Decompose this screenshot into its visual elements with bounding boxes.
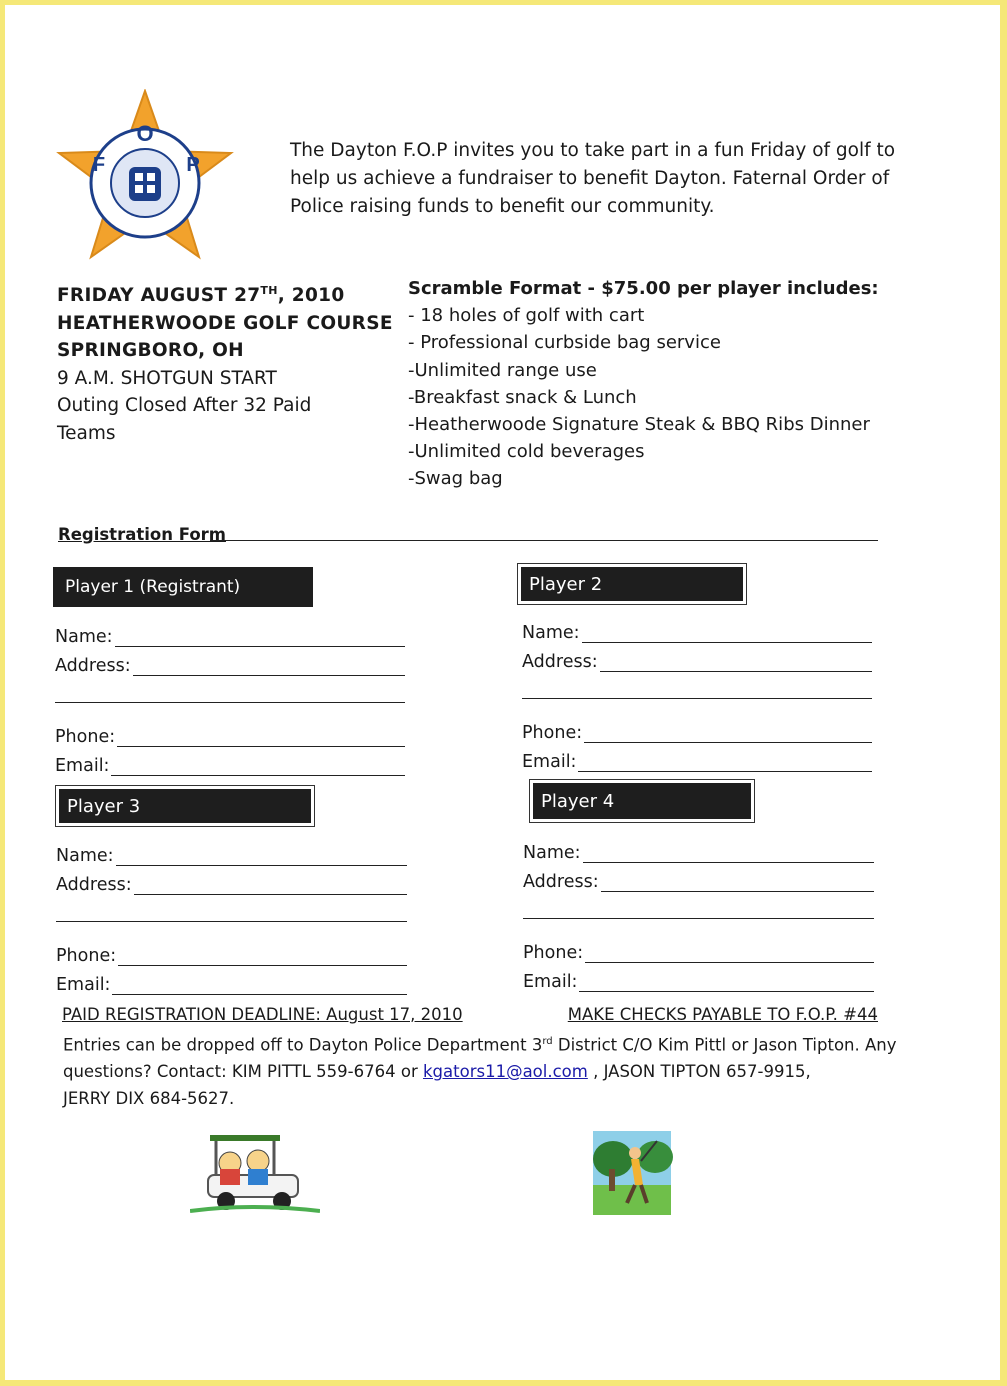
footer-line-3: JERRY DIX 684-5627. (63, 1088, 235, 1108)
registration-rule (210, 540, 878, 541)
intro-line: Police raising funds to benefit our community. (290, 196, 715, 217)
player-2-address-field[interactable]: Address: (522, 652, 872, 672)
includes-item: -Heatherwoode Signature Steak & BBQ Ribs Dinner (408, 414, 870, 436)
player-2-name-field[interactable]: Name: (522, 623, 872, 643)
player-3-header (55, 785, 315, 827)
player-3-label: Player 3 (59, 789, 311, 823)
footer-line-1: Entries can be dropped off to Dayton Police Department 3rd District C/O Kim Pittl or Jason Tipton. Any (63, 1035, 897, 1055)
footer-line-2: questions? Contact: KIM PITTL 559-6764 or kgators11@aol.com , JASON TIPTON 657-9915, (63, 1062, 811, 1081)
player-3-email-field[interactable]: Email: (56, 975, 407, 995)
player-3-fields (56, 846, 407, 995)
event-city: SPRINGBORO, OH (57, 340, 244, 362)
player-2-email-field[interactable]: Email: (522, 752, 872, 772)
event-start: 9 A.M. SHOTGUN START (57, 367, 277, 389)
event-closed-cont: Teams (57, 422, 116, 444)
player-2-header (517, 563, 747, 605)
includes-item: -Unlimited range use (408, 359, 597, 381)
contact-email-link[interactable]: kgators11@aol.com (422, 1062, 588, 1081)
player-3-address-field[interactable]: Address: (56, 875, 407, 895)
flyer-page (5, 5, 1000, 1380)
player-2-fields (522, 623, 872, 772)
player-2-phone-field[interactable]: Phone: (522, 723, 872, 743)
player-4-header (529, 779, 755, 823)
player-4-address-field[interactable]: Address: (523, 872, 874, 892)
player-3-phone-field[interactable]: Phone: (56, 946, 407, 966)
includes-item: -Unlimited cold beverages (408, 441, 645, 463)
player-4-email-field[interactable]: Email: (523, 972, 874, 992)
deadline-row (62, 1005, 878, 1024)
checks-payable: MAKE CHECKS PAYABLE TO F.O.P. #44 (567, 1005, 878, 1024)
event-date: FRIDAY AUGUST 27TH, 2010 (57, 284, 345, 307)
fop-star-badge-icon (49, 89, 241, 265)
player-1-phone-field[interactable]: Phone: (55, 727, 405, 747)
player-4-address-line2[interactable] (523, 918, 874, 919)
event-course: HEATHERWOODE GOLF COURSE (57, 312, 393, 334)
includes-list (408, 275, 879, 493)
registration-title: Registration Form (58, 525, 226, 544)
player-2-address-line2[interactable] (522, 698, 872, 699)
includes-item: -Swag bag (408, 468, 503, 490)
event-details (57, 277, 393, 447)
intro-line: The Dayton F.O.P invites you to take part in a fun Friday of golf to (290, 140, 896, 161)
player-3-address-line2[interactable] (56, 921, 407, 922)
golf-cart-icon (190, 1125, 320, 1215)
includes-item: -Breakfast snack & Lunch (408, 386, 637, 408)
logo-letter-o: O (136, 121, 154, 146)
player-1-label: Player 1 (Registrant) (65, 577, 241, 597)
player-1-email-field[interactable]: Email: (55, 756, 405, 776)
player-1-address-field[interactable]: Address: (55, 656, 405, 676)
player-3-name-field[interactable]: Name: (56, 846, 407, 866)
intro-paragraph (290, 137, 910, 221)
player-1-fields (55, 627, 405, 776)
player-1-name-field[interactable]: Name: (55, 627, 405, 647)
player-4-label: Player 4 (533, 783, 751, 819)
footer-contact (63, 1029, 897, 1112)
logo-letter-p: P (186, 154, 200, 176)
player-1-address-line2[interactable] (55, 702, 405, 703)
includes-heading: Scramble Format - $75.00 per player includes: (408, 278, 879, 299)
intro-line: help us achieve a fundraiser to benefit Dayton. Faternal Order of (290, 168, 890, 189)
golfer-icon (591, 1129, 673, 1217)
includes-item: - 18 holes of golf with cart (408, 305, 645, 327)
player-2-label: Player 2 (521, 567, 743, 601)
player-4-name-field[interactable]: Name: (523, 843, 874, 863)
player-1-header (53, 567, 313, 607)
logo-letter-f: F (92, 154, 106, 176)
deadline-text: PAID REGISTRATION DEADLINE: August 17, 2010 (62, 1005, 463, 1024)
player-4-phone-field[interactable]: Phone: (523, 943, 874, 963)
player-4-fields (523, 843, 874, 992)
includes-item: - Professional curbside bag service (408, 332, 721, 354)
event-closed: Outing Closed After 32 Paid (57, 395, 312, 417)
